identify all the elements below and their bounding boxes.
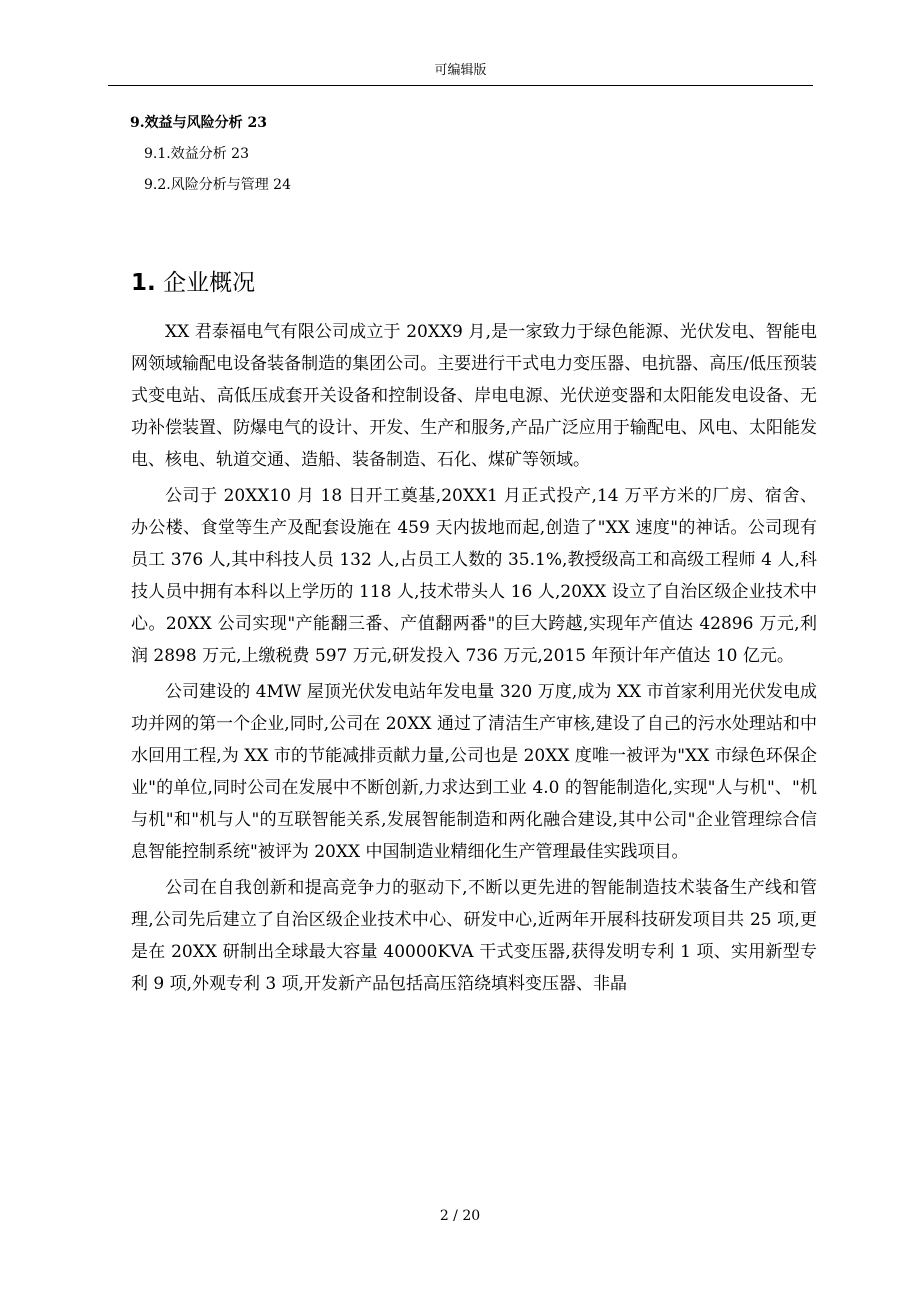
paragraph-construction-staff: 公司于 20XX10 月 18 日开工奠基,20XX1 月正式投产,14 万平方米的厂房、宿舍、办公楼、食堂等生产及配套设施在 459 天内拔地而起,创造了"XX 速度"的神话。公司现有员工 376 人,其中科技人员 132 人,占员工人数的 35.1%,教授级高工和高级工程师 4 人,科技人员中拥有本科以上学历的 118 人,技术带头人 16 人,20XX 设立了自治区级企业技术中心。20XX 公司实现"产能翻三番、产值翻两番"的巨大跨越,实现年产值达 42896 万元,利润 2898 万元,上缴税费 597 万元,研发投入 736 万元,2015 年预计年产值达 10 亿元。: [131, 486, 817, 666]
paragraph-innovation: 公司在自我创新和提高竞争力的驱动下,不断以更先进的智能制造技术装备生产线和管理,公司先后建立了自治区级企业技术中心、研发中心,近两年开展科技研发项目共 25 项,更是在 20XX 研制出全球最大容量 40000KVA 干式变压器,获得发明专利 1 项、实用新型专利 9 项,外观专利 3 项,开发新产品包括高压箔绕填料变压器、非晶: [131, 878, 817, 994]
section-body: [131, 316, 817, 1000]
toc-entry-9[interactable]: 9.效益与风险分析 23: [130, 115, 267, 131]
page-number: 2 / 20: [439, 1208, 481, 1224]
section-title: 企业概况: [163, 270, 256, 296]
table-of-contents: [130, 113, 291, 206]
section-heading: [131, 266, 255, 300]
paragraph-solar-green: 公司建设的 4MW 屋顶光伏发电站年发电量 320 万度,成为 XX 市首家利用光伏发电成功并网的第一个企业,同时,公司在 20XX 通过了清洁生产审核,建设了自己的污水处理站和中水回用工程,为 XX 市的节能减排贡献力量,公司也是 20XX 度唯一被评为"XX 市绿色环保企业"的单位,同时公司在发展中不断创新,力求达到工业 4.0 的智能制造化,实现"人与机"、"机与机"和"机与人"的互联智能关系,发展智能制造和两化融合建设,其中公司"企业管理综合信息智能控制系统"被评为 20XX 中国制造业精细化生产管理最佳实践项目。: [131, 682, 817, 862]
page-header: 可编辑版: [434, 63, 487, 78]
header-divider: [108, 85, 813, 86]
paragraph-company-intro: XX 君泰福电气有限公司成立于 20XX9 月,是一家致力于绿色能源、光伏发电、智能电网领域输配电设备装备制造的集团公司。主要进行干式电力变压器、电抗器、高压/低压预装式变电站、高低压成套开关设备和控制设备、岸电电源、光伏逆变器和太阳能发电设备、无功补偿装置、防爆电气的设计、开发、生产和服务,产品广泛应用于输配电、风电、太阳能发电、核电、轨道交通、造船、装备制造、石化、煤矿等领域。: [131, 322, 817, 470]
toc-entry-9-2[interactable]: 9.2.风险分析与管理 24: [144, 177, 291, 193]
section-number: 1.: [131, 270, 156, 296]
toc-entry-9-1[interactable]: 9.1.效益分析 23: [144, 146, 249, 162]
